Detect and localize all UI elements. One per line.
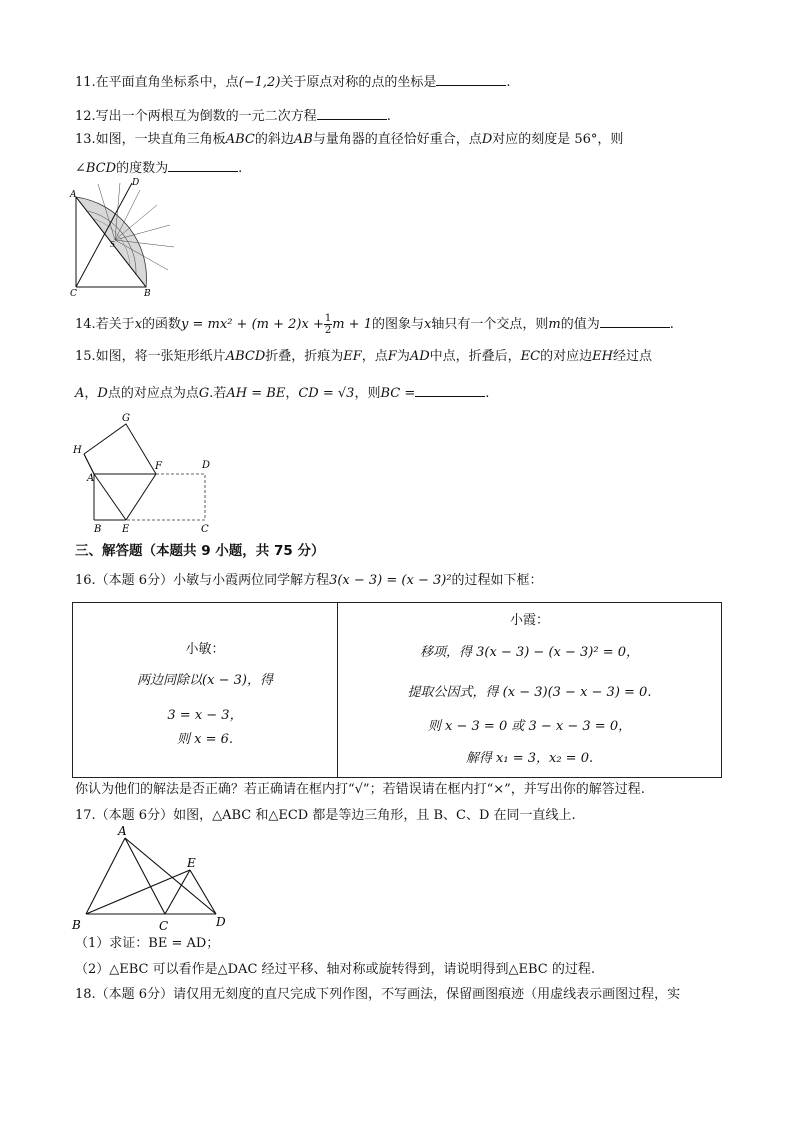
- label-b: B: [94, 524, 102, 535]
- label-c: C: [70, 289, 77, 299]
- question-15-line1: 15.如图，将一张矩形纸片ABCD折叠，折痕为EF，点F为AD中点，折叠后，EC的对应边EH经过点: [75, 349, 652, 364]
- label-d: D: [216, 915, 226, 929]
- question-17-part1: （1）求证：BE = AD；: [75, 936, 220, 951]
- xiaoxia-cell[interactable]: 小霞： 移项，得 3(x − 3) − (x − 3)² = 0， 提取公因式，得 (x − 3)(3 − x − 3) = 0. 则 x − 3 = 0 或 3 − x − 3 = 0， 解得 x₁ = 3，x₂ = 0.: [338, 603, 722, 778]
- question-18: 18.（本题 6分）请仅用无刻度的直尺完成下列作图，不写画法，保留画图痕迹（用虚线表示画图过程，实: [75, 987, 681, 1002]
- label-d: D: [132, 178, 140, 188]
- answer-blank[interactable]: [317, 105, 387, 120]
- label-d: D: [202, 460, 211, 471]
- label-f: F: [155, 461, 162, 472]
- label-b: B: [144, 289, 151, 299]
- label-c: C: [201, 524, 209, 535]
- question-15-line2: A，D点的对应点为点G.若AH = BE，CD = √3，则BC = .: [75, 382, 489, 403]
- section-heading: 三、解答题（本题共 9 小题，共 75 分）: [75, 543, 325, 559]
- question-12: 12.写出一个两根互为倒数的一元二次方程 .: [75, 105, 391, 126]
- xiaomin-cell[interactable]: 小敏： 两边同除以(x − 3)，得 3 = x − 3， 则 x = 6.: [73, 603, 338, 778]
- answer-blank[interactable]: [600, 313, 670, 328]
- fraction-one-half: $\frac{1}{2}$: [324, 313, 332, 336]
- solution-table: [72, 602, 722, 778]
- protractor: [76, 183, 174, 287]
- question-17-part2: （2）△EBC 可以看作是△DAC 经过平移、轴对称或旋转得到，请说明得到△EBC 的过程.: [75, 962, 596, 977]
- label-e: E: [187, 856, 196, 870]
- question-14: 14.若关于x的函数y = mx² + (m + 2)x + $\frac{1}{2}$ m + 1的图象与x轴只有一个交点，则m的值为 .: [75, 313, 674, 336]
- answer-blank[interactable]: [436, 71, 506, 86]
- question-16-instruction: 你认为他们的解法是否正确？若正确请在框内打“√”；若错误请在框内打“×”，并写出你的解答过程.: [75, 782, 645, 797]
- folding-figure: [70, 408, 220, 536]
- label-h: H: [73, 445, 82, 456]
- question-11: 11.在平面直角坐标系中，点(−1,2)关于原点对称的点的坐标是 .: [75, 71, 511, 92]
- question-13-line1: 13.如图，一块直角三角板ABC的斜边AB与量角器的直径恰好重合，点D对应的刻度是 56°，则: [75, 132, 624, 147]
- label-b: B: [72, 918, 81, 932]
- question-13-line2: ∠BCD的度数为 .: [75, 157, 242, 178]
- answer-blank[interactable]: [415, 382, 485, 397]
- equilateral-triangles-figure: [70, 822, 235, 937]
- label-a: A: [118, 824, 127, 838]
- label-e: E: [122, 524, 130, 535]
- label-a: A: [87, 473, 95, 484]
- label-a: A: [70, 190, 77, 200]
- question-17: 17.（本题 6分）如图，△ABC 和△ECD 都是等边三角形，且 B、C、D 在同一直线上.: [75, 808, 576, 823]
- label-c: C: [159, 919, 169, 933]
- answer-blank[interactable]: [168, 157, 238, 172]
- svg-text:5: 5: [110, 240, 116, 249]
- protractor-figure: [68, 175, 188, 300]
- label-g: G: [122, 413, 130, 424]
- question-16: 16.（本题 6分）小敏与小霞两位同学解方程3(x − 3) = (x − 3)²的过程如下框：: [75, 573, 543, 588]
